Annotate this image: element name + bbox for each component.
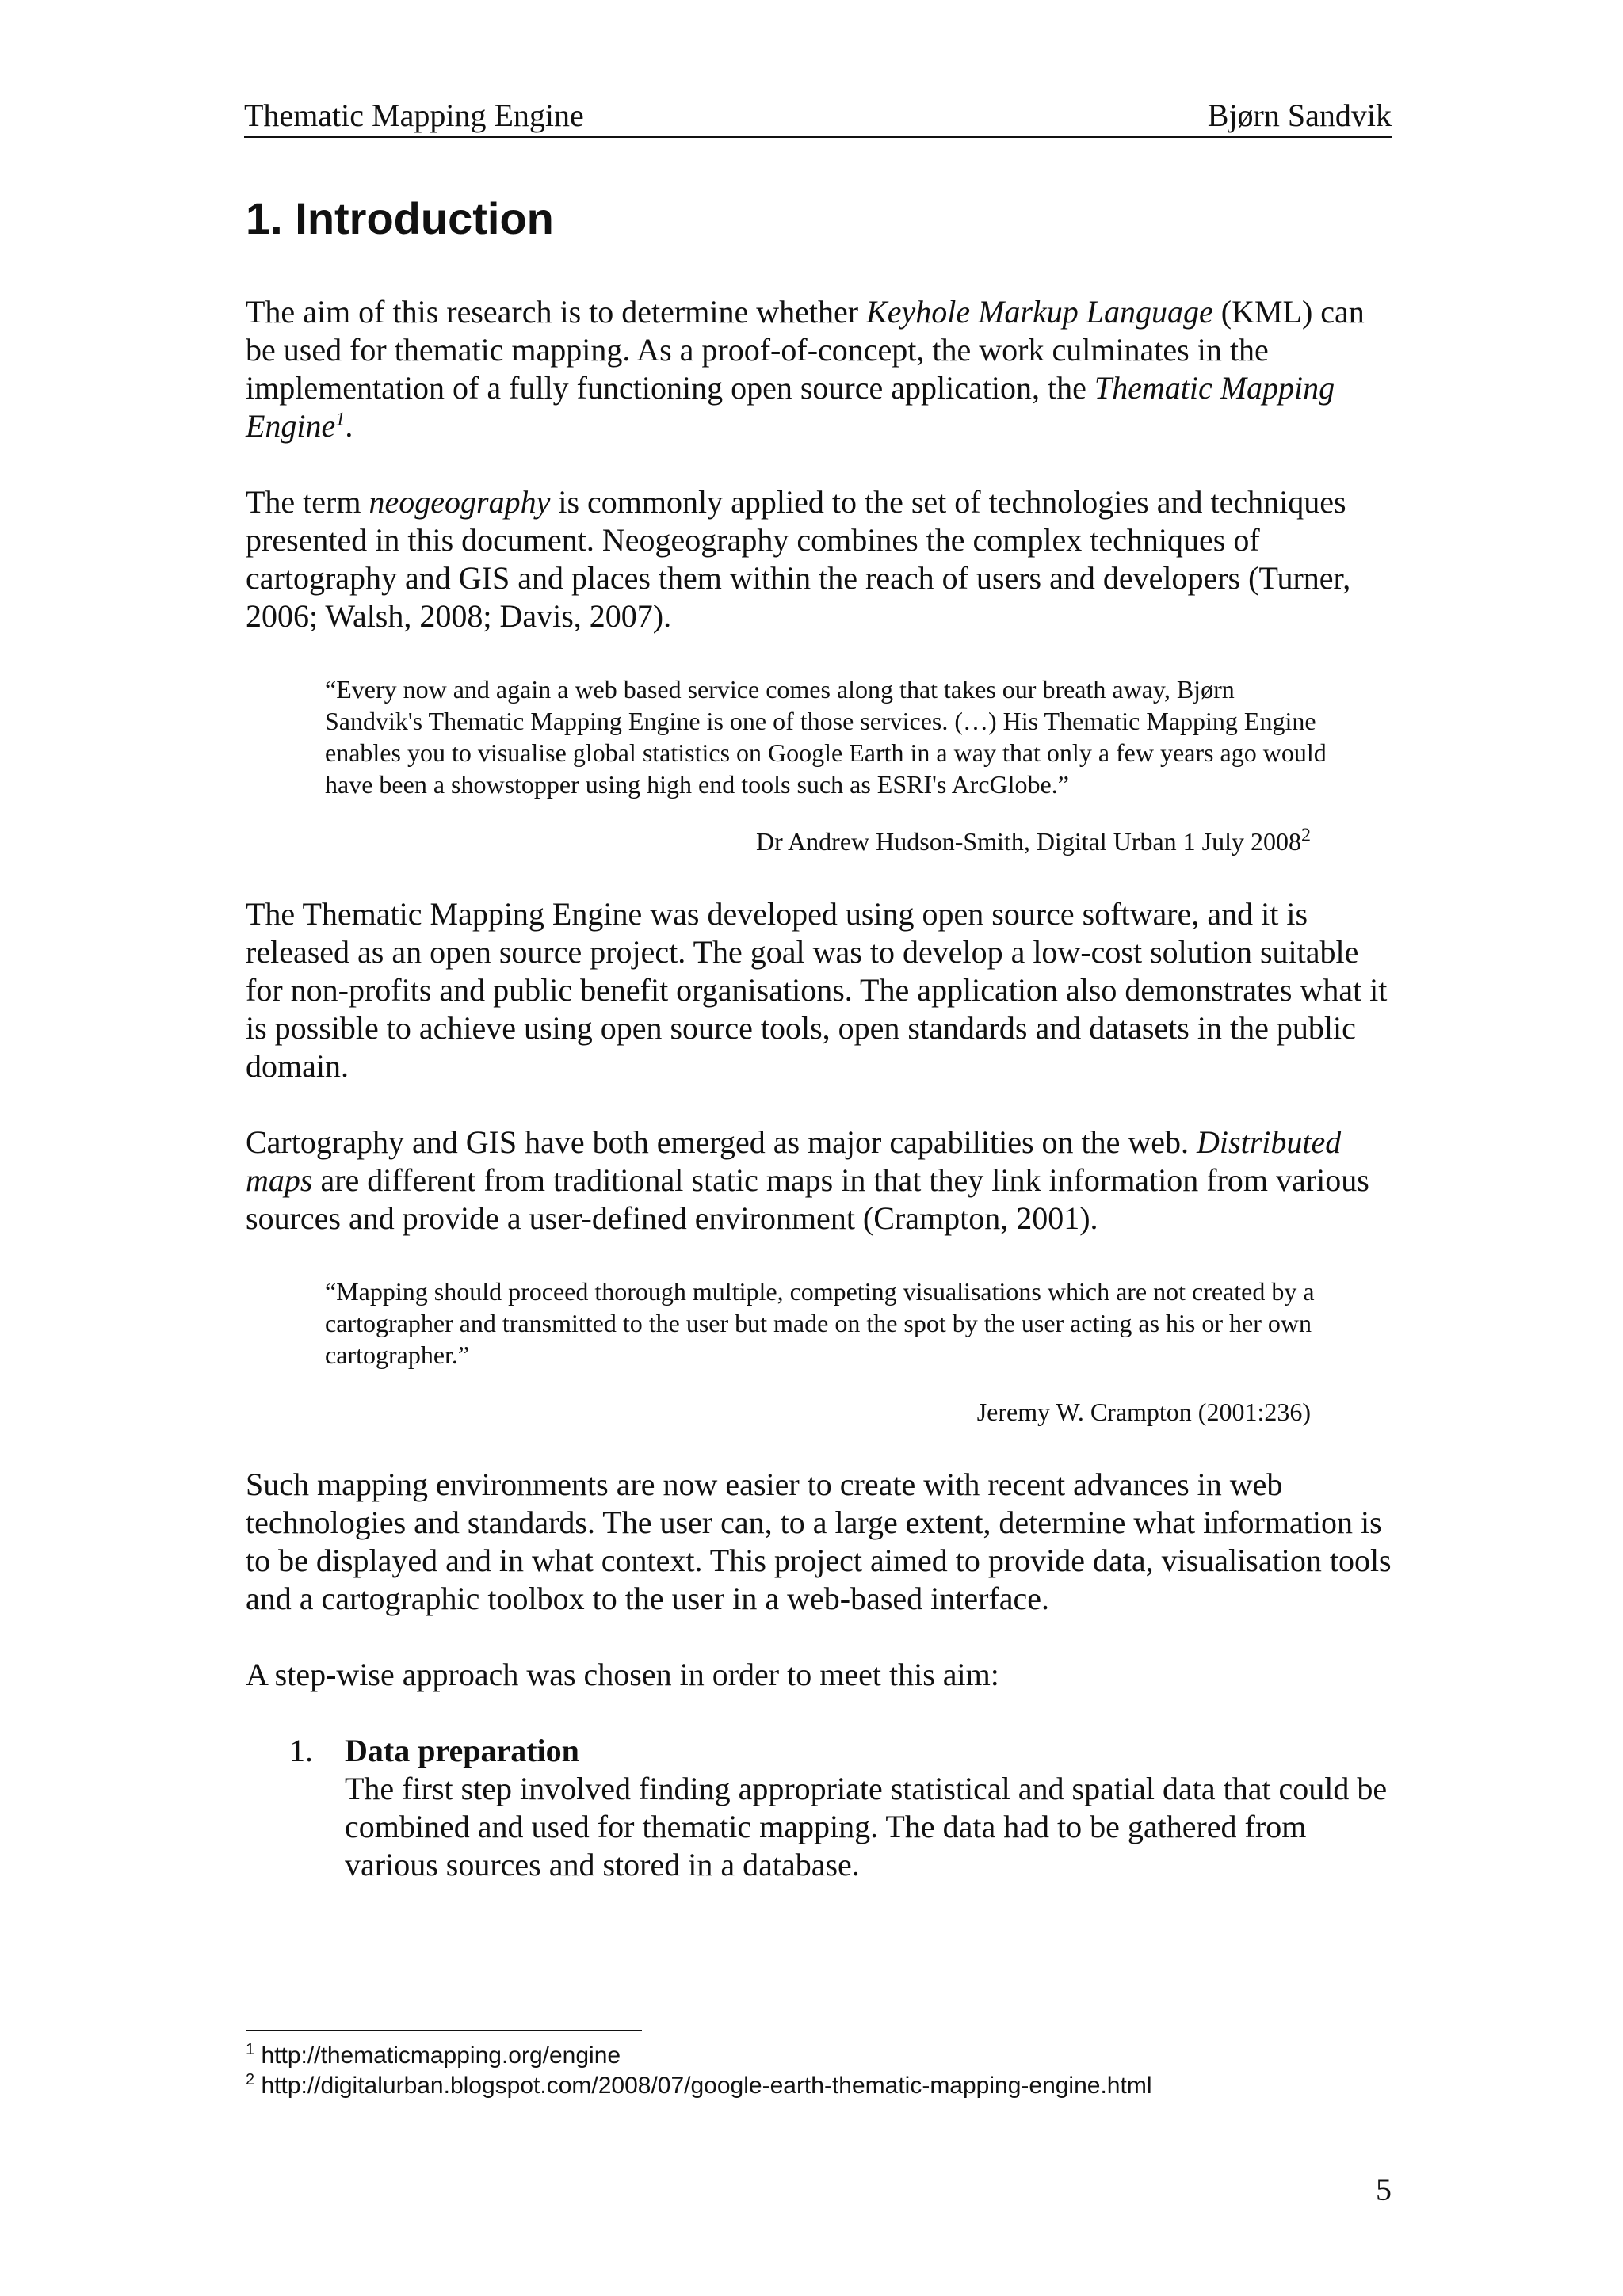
neo-text-1: The term xyxy=(246,484,369,520)
footnotes xyxy=(246,2041,1392,2101)
footnote-divider xyxy=(246,2030,642,2031)
distributed-maps-term: Distributed maps xyxy=(246,1124,1342,1198)
approach-paragraph: A step-wise approach was chosen in order to meet this aim: xyxy=(246,1657,999,1692)
footnote-1 xyxy=(246,2041,1392,2071)
footnote-ref-1: 1 xyxy=(335,409,346,430)
intro-paragraph xyxy=(246,293,1392,445)
header-author: Bjørn Sandvik xyxy=(1207,97,1392,133)
footnote-link[interactable]: http://thematicmapping.org/engine xyxy=(254,2042,621,2069)
block-quote-hudson-smith xyxy=(325,673,1331,800)
intro-text-2: (KML) can be used for thematic mapping. As a proof-of-concept, the work culminates in the implementation of a fully functioning open source application, the xyxy=(246,294,1365,406)
steps-list xyxy=(246,1732,1392,1884)
intro-text-3: . xyxy=(345,408,353,444)
footnote-mark: 1 xyxy=(246,2041,255,2058)
footnote-link[interactable]: http://digitalurban.blogspot.com/2008/07/google-earth-thematic-mapping-engine.html xyxy=(254,2073,1152,2099)
tme-term: Thematic Mapping Engine xyxy=(246,370,1335,444)
footnote-2 xyxy=(246,2071,1392,2101)
dist-text-1: Cartography and GIS have both emerged as major capabilities on the web. xyxy=(246,1124,1197,1160)
footnote-mark: 2 xyxy=(246,2071,255,2088)
intro-text-1: The aim of this research is to determine whether xyxy=(246,294,867,330)
dist-text-2: are different from traditional static maps in that they link information from various sources and provide a user-defined environment (Crampton, 2001). xyxy=(246,1162,1369,1236)
attribution-text: Dr Andrew Hudson-Smith, Digital Urban 1 July 2008 xyxy=(756,827,1301,856)
section-heading: 1. Introduction xyxy=(246,193,554,243)
neogeography-term: neogeography xyxy=(369,484,551,520)
step-title: Data preparation xyxy=(345,1733,579,1768)
quote-text: “Mapping should proceed thorough multiple, competing visualisations which are not created by a cartographer and transmitted to the user but made on the spot by the user acting as his or her own cartographer.” xyxy=(325,1277,1315,1369)
header-title: Thematic Mapping Engine xyxy=(244,97,584,133)
kml-term: Keyhole Markup Language xyxy=(866,294,1213,330)
neo-text-2: is commonly applied to the set of technologies and techniques presented in this document. Neogeography combines the complex techniques of cartography and GIS and places them within the reach of users and developers (Turner, 2006; Walsh, 2008; Davis, 2007). xyxy=(246,484,1351,634)
neogeography-paragraph xyxy=(246,483,1392,635)
quote-attribution xyxy=(246,826,1311,857)
quote-attribution: Jeremy W. Crampton (2001:236) xyxy=(976,1398,1311,1426)
step-text: The first step involved finding appropriate statistical and spatial data that could be combined and used for thematic mapping. The data had to be gathered from various sources and stored in a database. xyxy=(345,1771,1388,1882)
page-number: 5 xyxy=(1376,2172,1392,2207)
main-content xyxy=(246,190,1392,1884)
step-number: 1. xyxy=(289,1733,313,1768)
list-item xyxy=(289,1732,1392,1884)
distributed-maps-paragraph xyxy=(246,1123,1392,1238)
running-header xyxy=(244,95,1392,138)
mapping-environments-paragraph: Such mapping environments are now easier to create with recent advances in web technologies and standards. The user can, to a large extent, determine what information is to be displayed and in what context. This project aimed to provide data, visualisation tools and a cartographic toolbox to the user in a web-based interface. xyxy=(246,1466,1392,1616)
block-quote-crampton xyxy=(325,1276,1331,1371)
footnote-ref-2: 2 xyxy=(1301,825,1311,846)
quote-text: “Every now and again a web based service comes along that takes our breath away, Bjørn Sandvik's Thematic Mapping Engine is one of those services. (…) His Thematic Mapping Engine enables you to visualise global statistics on Google Earth in a way that only a few years ago would have been a showstopper using high end tools such as ESRI's ArcGlobe.” xyxy=(325,675,1327,799)
open-source-paragraph: The Thematic Mapping Engine was developed using open source software, and it is released as an open source project. The goal was to develop a low-cost solution suitable for non-profits and public benefit organisations. The application also demonstrates what it is possible to achieve using open source tools, open standards and datasets in the public domain. xyxy=(246,896,1388,1084)
